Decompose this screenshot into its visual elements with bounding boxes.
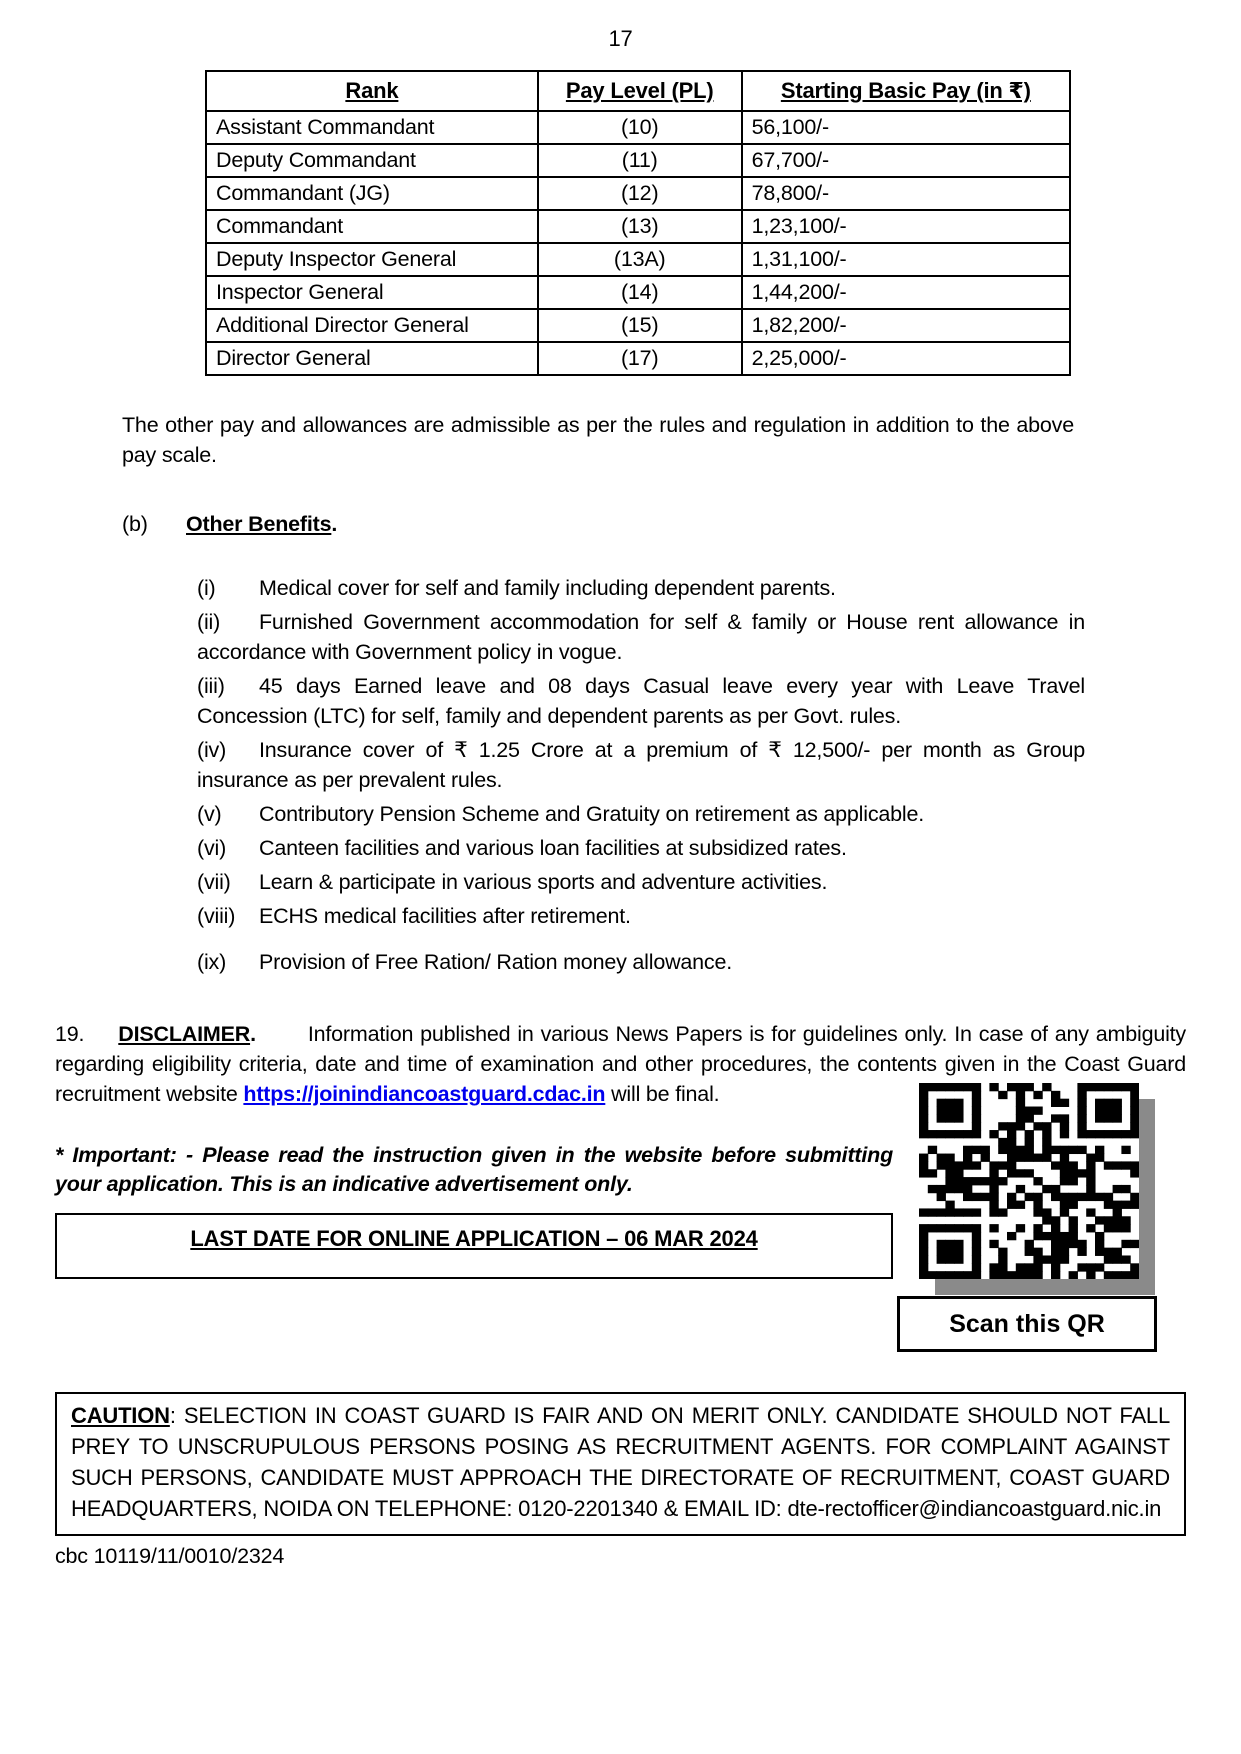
benefits-list: [197, 573, 1085, 977]
recruitment-website-link[interactable]: https://joinindiancoastguard.cdac.in: [243, 1082, 606, 1106]
benefit-text: ECHS medical facilities after retirement.: [259, 904, 631, 928]
table-row: [206, 111, 1070, 144]
qr-label-text: Scan this QR: [949, 1310, 1105, 1338]
other-benefits-heading: [122, 512, 1186, 537]
disclaimer-text: Information published in various News Papers is for guidelines only. In case of any ambiguity regarding eligibility criteria, date and time of examination and other procedures, the contents given in the Coast Guard recruitment website: [55, 1022, 1186, 1106]
column-header-rank: Rank: [206, 71, 538, 111]
cell-rank: Deputy Inspector General: [206, 243, 538, 276]
cell-rank: Deputy Commandant: [206, 144, 538, 177]
cell-rank: Assistant Commandant: [206, 111, 538, 144]
last-date-box: [55, 1213, 893, 1279]
benefit-number: (v): [197, 802, 222, 826]
cell-rank: Director General: [206, 342, 538, 375]
column-header-starting-basic-pay: Starting Basic Pay (in ₹): [742, 71, 1070, 111]
caution-text: : SELECTION IN COAST GUARD IS FAIR AND ON MERIT ONLY. CANDIDATE SHOULD NOT FALL PREY TO UNSCRUPULOUS PERSONS POSING AS RECRUITMENT AGENTS. FOR COMPLAINT AGAINST SUCH PERSONS, CANDIDATE MUST APPROACH THE DIRECTORATE OF RECRUITMENT, COAST GUARD HEADQUARTERS, NOIDA ON TELEPHONE: 0120-2201340 & EMAIL ID: dte-rectofficer@indiancoastguard.nic.in: [71, 1403, 1170, 1521]
cell-pay-level: (11): [538, 144, 742, 177]
benefit-number: (i): [197, 576, 216, 600]
benefit-text: Learn & participate in various sports and adventure activities.: [259, 870, 828, 894]
cell-pay-level: (14): [538, 276, 742, 309]
cell-basic-pay: 1,44,200/-: [742, 276, 1070, 309]
page-number: 17: [608, 26, 633, 51]
benefit-text: Furnished Government accommodation for self & family or House rent allowance in accordance with Government policy in vogue.: [197, 610, 1085, 664]
footer-reference: cbc 10119/11/0010/2324: [55, 1544, 285, 1568]
cell-basic-pay: 1,82,200/-: [742, 309, 1070, 342]
cell-pay-level: (12): [538, 177, 742, 210]
benefit-item: [197, 735, 1085, 795]
benefit-number: (iv): [197, 738, 227, 762]
cell-basic-pay: 78,800/-: [742, 177, 1070, 210]
benefit-text: Medical cover for self and family including dependent parents.: [259, 576, 836, 600]
benefit-number: (vii): [197, 870, 231, 894]
cell-basic-pay: 2,25,000/-: [742, 342, 1070, 375]
pay-scale-table: [205, 70, 1071, 376]
cell-basic-pay: 1,23,100/-: [742, 210, 1070, 243]
benefit-number: (ix): [197, 950, 227, 974]
column-header-pay-level: Pay Level (PL): [538, 71, 742, 111]
cell-basic-pay: 67,700/-: [742, 144, 1070, 177]
cell-rank: Additional Director General: [206, 309, 538, 342]
benefits-title: Other Benefits: [186, 512, 332, 536]
benefit-number: (iii): [197, 674, 225, 698]
table-row: [206, 177, 1070, 210]
table-row: [206, 243, 1070, 276]
cell-rank: Inspector General: [206, 276, 538, 309]
cell-pay-level: (13): [538, 210, 742, 243]
disclaimer-title: DISCLAIMER: [118, 1022, 251, 1046]
benefit-text: Contributory Pension Scheme and Gratuity on retirement as applicable.: [259, 802, 925, 826]
table-row: [206, 342, 1070, 375]
caution-title: CAUTION: [71, 1403, 170, 1428]
benefit-item: [197, 671, 1085, 731]
disclaimer-text-after: will be final.: [605, 1082, 720, 1106]
cell-pay-level: (10): [538, 111, 742, 144]
cell-pay-level: (17): [538, 342, 742, 375]
cell-pay-level: (15): [538, 309, 742, 342]
table-header-row: [206, 71, 1070, 111]
caution-box: [55, 1392, 1186, 1536]
cell-rank: Commandant (JG): [206, 177, 538, 210]
benefit-item: [197, 573, 1085, 603]
benefit-text: Provision of Free Ration/ Ration money allowance.: [259, 950, 732, 974]
benefits-label: (b): [122, 512, 148, 536]
cell-basic-pay: 56,100/-: [742, 111, 1070, 144]
bottom-zone: [55, 1109, 1186, 1354]
benefit-text: 45 days Earned leave and 08 days Casual leave every year with Leave Travel Concession (LTC) for self, family and dependent parents as per Govt. rules.: [197, 674, 1085, 728]
qr-code: [919, 1083, 1139, 1279]
benefits-title-period: .: [331, 512, 338, 536]
benefit-item: [197, 867, 1085, 897]
important-note: * Important: - Please read the instruction given in the website before submitting your application. This is an indicative advertisement only.: [55, 1143, 893, 1196]
table-row: [206, 309, 1070, 342]
last-date-text: LAST DATE FOR ONLINE APPLICATION – 06 MAR 2024: [190, 1226, 758, 1251]
benefit-item: [197, 607, 1085, 667]
benefit-item: [197, 799, 1085, 829]
cell-basic-pay: 1,31,100/-: [742, 243, 1070, 276]
table-row: [206, 210, 1070, 243]
benefit-item: [197, 901, 1085, 931]
qr-label-box: [897, 1296, 1157, 1352]
pay-note-paragraph: The other pay and allowances are admissible as per the rules and regulation in addition to the above pay scale.: [122, 413, 1074, 467]
benefit-item: [197, 947, 1085, 977]
benefit-text: Canteen facilities and various loan facilities at subsidized rates.: [259, 836, 847, 860]
disclaimer-number: 19.: [55, 1022, 85, 1046]
cell-rank: Commandant: [206, 210, 538, 243]
table-row: [206, 276, 1070, 309]
benefit-item: [197, 833, 1085, 863]
benefit-number: (vi): [197, 836, 227, 860]
cell-pay-level: (13A): [538, 243, 742, 276]
benefit-number: (viii): [197, 904, 236, 928]
benefit-text: Insurance cover of ₹ 1.25 Crore at a premium of ₹ 12,500/- per month as Group insurance as per prevalent rules.: [197, 738, 1085, 792]
benefit-number: (ii): [197, 610, 221, 634]
disclaimer-title-period: .: [250, 1022, 256, 1046]
table-row: [206, 144, 1070, 177]
